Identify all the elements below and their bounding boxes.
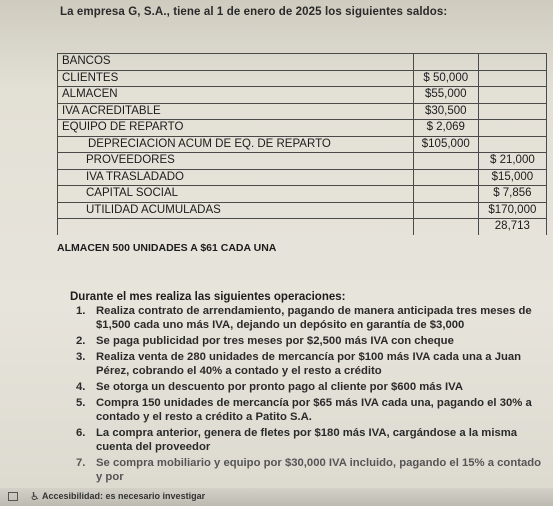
table-row (58, 54, 547, 71)
debit-amount (413, 186, 478, 203)
credit-amount (478, 54, 546, 71)
debit-amount: $ 50,000 (413, 70, 478, 87)
operation-number: 4. (76, 381, 86, 393)
account-name: CAPITAL SOCIAL (58, 186, 414, 203)
table-row (58, 219, 547, 235)
account-name: EQUIPO DE REPARTO (58, 120, 414, 137)
operation-number: 7. (76, 457, 86, 469)
table-row (58, 169, 547, 186)
account-name: CLIENTES (58, 70, 414, 87)
debit-amount (413, 153, 478, 170)
operation-text: Se compra mobiliario y equipo por $30,000 IVA incluido, pagando el 15% a contado y por (96, 457, 542, 483)
operation-text: Compra 150 unidades de mercancía por $65 más IVA cada una, pagando el 30% a contado y el resto a crédito a Patito S.A. (96, 397, 532, 423)
credit-amount: 28,713 (478, 219, 546, 235)
account-name: BANCOS (58, 54, 414, 71)
credit-amount (478, 70, 546, 87)
operation-number: 6. (76, 427, 86, 439)
debit-amount: $55,000 (413, 87, 478, 104)
table-row (58, 186, 547, 203)
operation-number: 3. (76, 351, 86, 363)
operation-number: 2. (76, 335, 86, 347)
operation-number: 5. (76, 397, 86, 409)
account-name: DEPRECIACION ACUM DE EQ. DE REPARTO (58, 136, 414, 153)
operation-item (76, 304, 546, 332)
account-name: IVA TRASLADADO (58, 169, 414, 186)
account-name: PROVEEDORES (58, 153, 414, 170)
operation-item (76, 350, 546, 378)
debit-amount: $ 2,069 (413, 120, 478, 137)
account-name (58, 219, 414, 235)
debit-amount (413, 219, 478, 235)
table-row (58, 120, 547, 137)
operation-item (76, 456, 546, 483)
status-bar (0, 488, 553, 506)
account-name: IVA ACREDITABLE (58, 103, 414, 120)
page-icon[interactable] (8, 492, 18, 501)
credit-amount: $ 21,000 (478, 153, 546, 170)
table-row (58, 136, 547, 153)
operation-text: Realiza venta de 280 unidades de mercancía por $100 más IVA cada una a Juan Pérez, cobrando el 40% a contado y el resto a crédito (96, 351, 522, 377)
operation-text: La compra anterior, genera de fletes por $180 más IVA, cargándose a la misma cuenta del proveedor (96, 427, 518, 453)
operation-item (76, 380, 546, 394)
credit-amount (478, 120, 546, 137)
credit-amount (478, 103, 546, 120)
accessibility-status[interactable]: Accesibilidad: es necesario investigar (42, 491, 206, 501)
credit-amount: $170,000 (478, 202, 546, 219)
operation-text: Se otorga un descuento por pronto pago al cliente por $600 más IVA (96, 381, 464, 393)
operation-item (76, 334, 546, 348)
table-row (58, 153, 547, 170)
account-name: ALMACEN (58, 87, 414, 104)
debit-amount: $105,000 (413, 136, 478, 153)
table-row (58, 103, 547, 120)
operations-title: Durante el mes realiza las siguientes operaciones: (70, 291, 346, 303)
operation-text: Se paga publicidad por tres meses por $2,500 más IVA con cheque (96, 335, 454, 347)
accessibility-icon[interactable]: ♿ (30, 491, 40, 503)
ledger-note: ALMACEN 500 UNIDADES A $61 CADA UNA (57, 242, 277, 254)
operation-item (76, 396, 546, 424)
operation-number: 1. (76, 305, 86, 317)
table-row (58, 87, 547, 104)
balance-table (57, 53, 547, 235)
debit-amount (413, 54, 478, 71)
table-row (58, 202, 547, 219)
operations-list (76, 304, 546, 483)
credit-amount: $ 7,856 (478, 186, 546, 203)
credit-amount (478, 136, 546, 153)
account-name: UTILIDAD ACUMULADAS (58, 202, 414, 219)
credit-amount: $15,000 (478, 169, 546, 186)
operation-item (76, 426, 546, 454)
debit-amount: $30,500 (413, 103, 478, 120)
table-row (58, 70, 547, 87)
intro-text: La empresa G, S.A., tiene al 1 de enero de 2025 los siguientes saldos: (60, 6, 448, 18)
debit-amount (413, 169, 478, 186)
debit-amount (413, 202, 478, 219)
operation-text: Realiza contrato de arrendamiento, pagando de manera anticipada tres meses de $1,500 cada uno más IVA, dejando un depósito en garantía de $3,000 (96, 305, 532, 331)
credit-amount (478, 87, 546, 104)
